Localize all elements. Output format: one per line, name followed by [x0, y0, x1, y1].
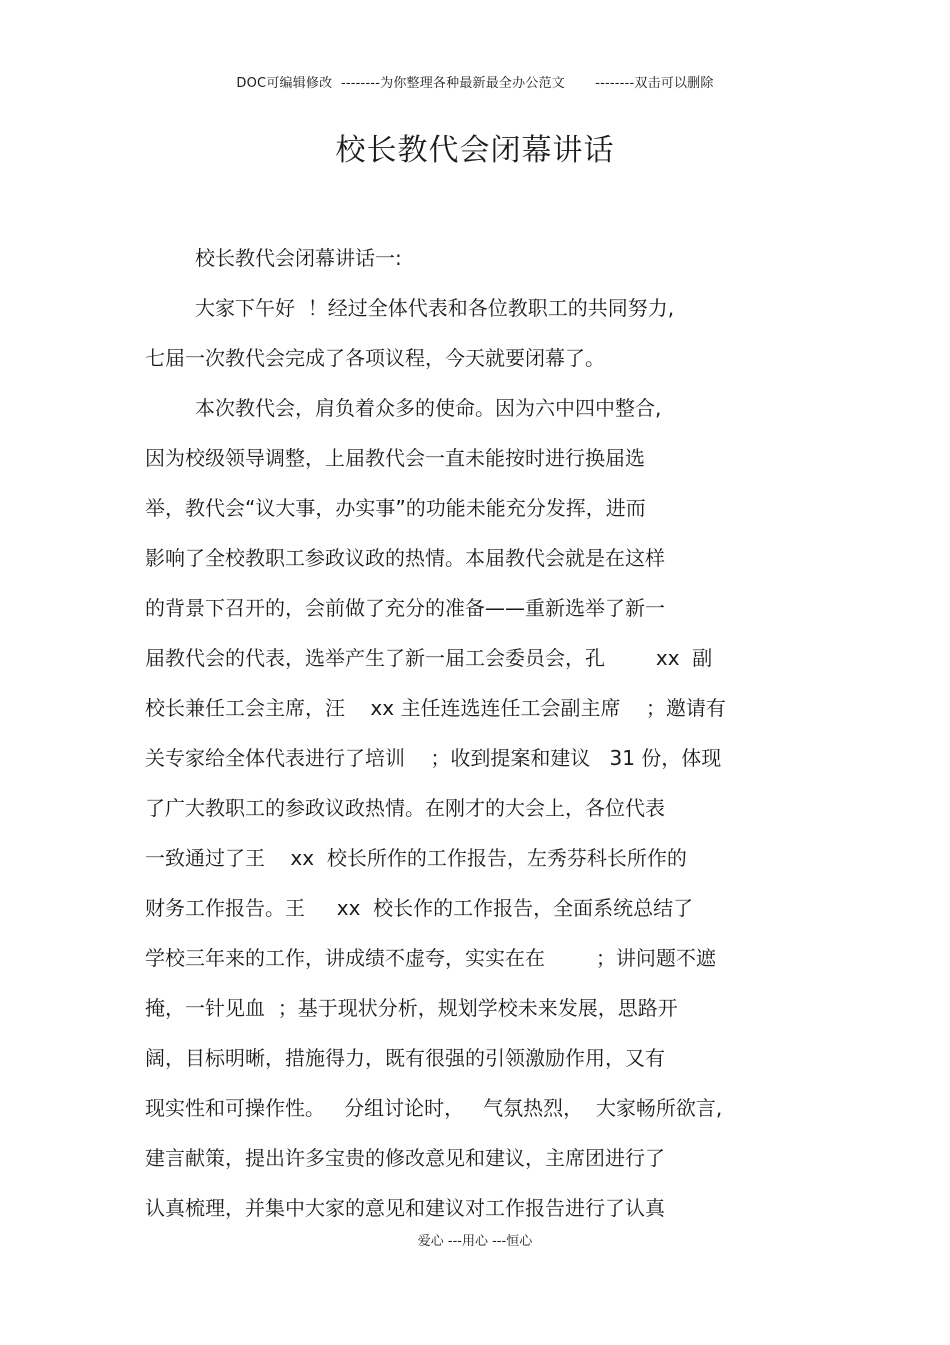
body-line: 因为校级领导调整，上届教代会一直未能按时进行换届选 — [145, 446, 645, 470]
page-header: DOC可编辑修改 --------为你整理各种最新最全办公范文 --------双击可以删除 — [236, 76, 714, 91]
body-line: 影响了全校教职工参政议政的热情。本届教代会就是在这样 — [145, 546, 665, 570]
body-line: 一致通过了王 xx 校长所作的工作报告，左秀芬科长所作的 — [145, 846, 687, 870]
body-line: 财务工作报告。王 xx 校长作的工作报告，全面系统总结了 — [145, 896, 694, 920]
body-line: 大家下午好 ！经过全体代表和各位教职工的共同努力, — [195, 296, 675, 320]
body-line: 关专家给全体代表进行了培训 ；收到提案和建议 31 份，体现 — [145, 746, 722, 770]
document-title: 校长教代会闭幕讲话 — [335, 133, 615, 168]
body-line: 学校三年来的工作，讲成绩不虚夸，实实在在 ；讲问题不遮 — [145, 946, 716, 970]
page-footer: 爱心 ---用心 ---恒心 — [417, 1234, 533, 1249]
body-line: 校长教代会闭幕讲话一: — [195, 246, 402, 270]
body-line: 届教代会的代表，选举产生了新一届工会委员会，孔 xx 副 — [145, 646, 713, 670]
body-line: 七届一次教代会完成了各项议程，今天就要闭幕了。 — [145, 346, 605, 370]
body-line: 掩，一针见血 ；基于现状分析，规划学校未来发展，思路开 — [145, 996, 678, 1020]
body-line: 现实性和可操作性。 分组讨论时， 气氛热烈， 大家畅所欲言, — [145, 1096, 723, 1120]
body-line: 阔，目标明晰，措施得力，既有很强的引领激励作用，又有 — [145, 1046, 665, 1070]
body-line: 建言献策，提出许多宝贵的修改意见和建议，主席团进行了 — [145, 1146, 665, 1170]
body-line: 校长兼任工会主席，汪 xx 主任连选连任工会副主席 ；邀请有 — [145, 696, 726, 720]
body-line: 举，教代会“议大事，办实事”的功能未能充分发挥，进而 — [145, 496, 646, 520]
body-line: 了广大教职工的参政议政热情。在刚才的大会上，各位代表 — [145, 796, 665, 820]
body-line: 本次教代会，肩负着众多的使命。因为六中四中整合, — [195, 396, 662, 420]
body-line: 的背景下召开的，会前做了充分的准备——重新选举了新一 — [145, 596, 665, 620]
body-line: 认真梳理，并集中大家的意见和建议对工作报告进行了认真 — [145, 1196, 665, 1220]
